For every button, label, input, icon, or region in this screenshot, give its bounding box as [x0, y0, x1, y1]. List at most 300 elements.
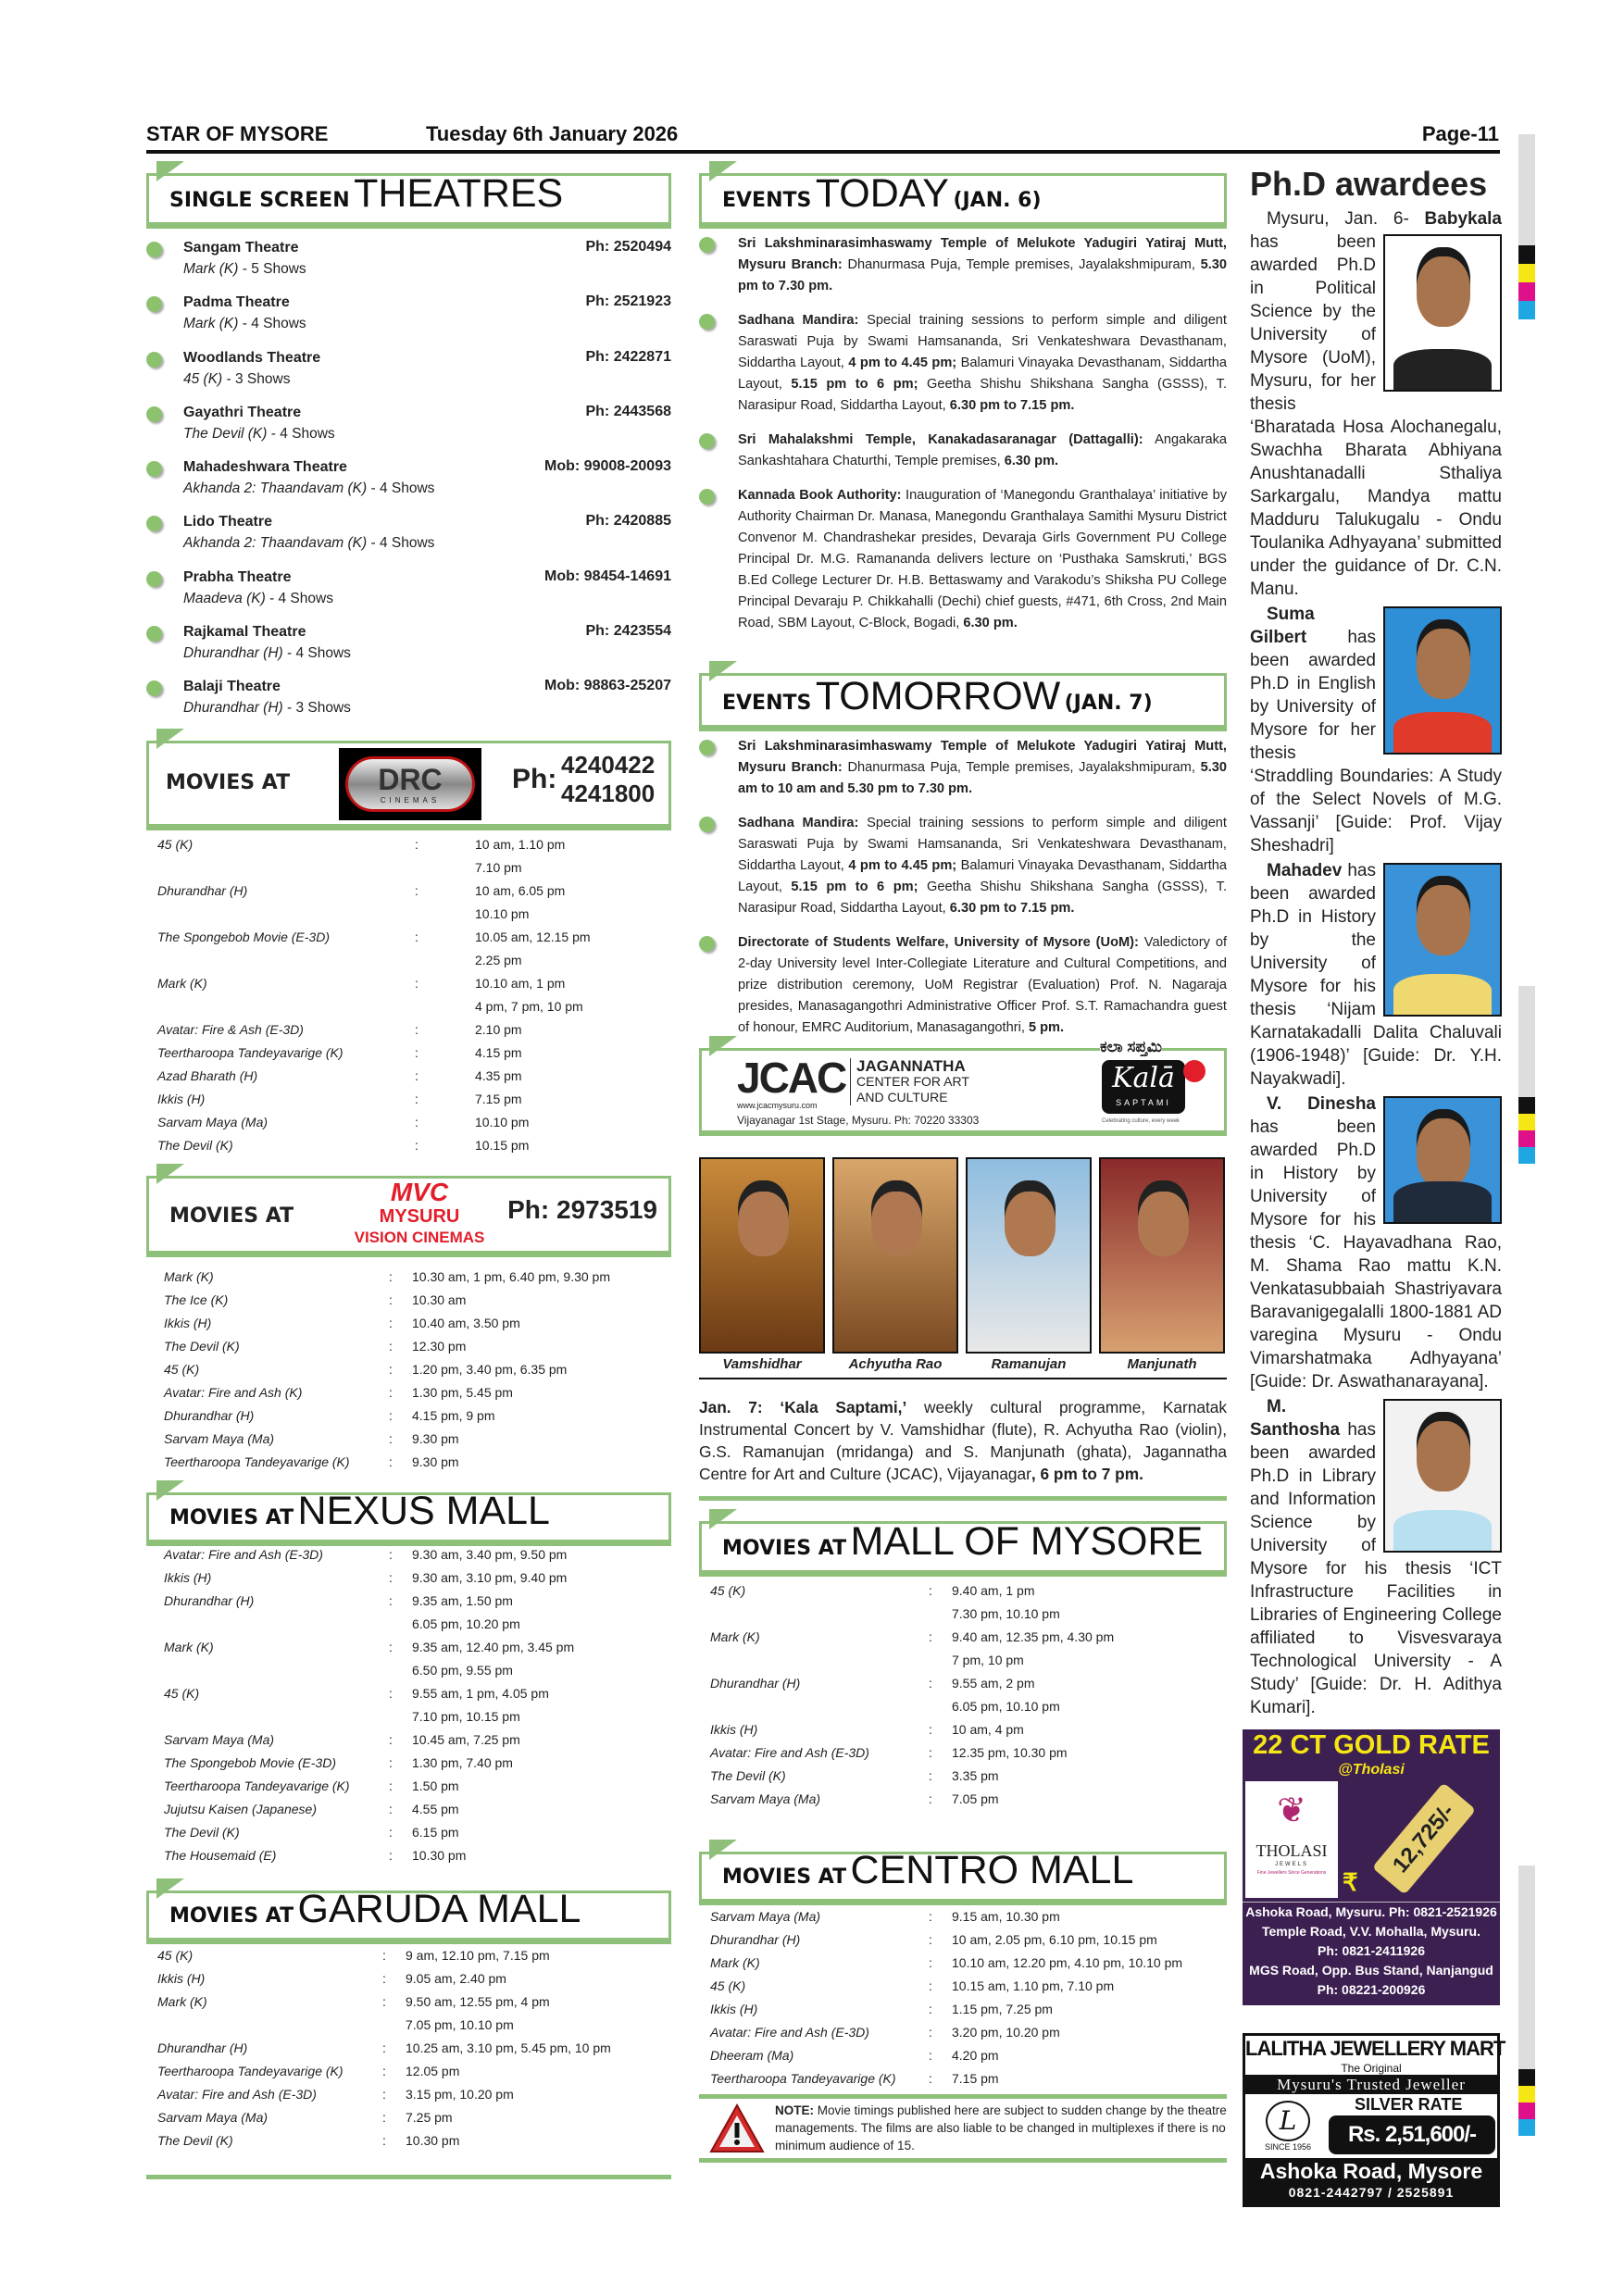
bold-text: Sri Mahalakshmi Temple, Kanakadasaranagar (Dattagalli): [738, 432, 1143, 447]
movie-title: Ikkis (H) [710, 2002, 758, 2016]
header-big: GARUDA MALL [297, 1887, 581, 1931]
drc-phone-1: 4240422 [561, 751, 656, 779]
movie-title: Mark (K) [710, 1955, 760, 1970]
show-times: 9.15 am, 10.30 pm [952, 1909, 1060, 1924]
separator: : [415, 1138, 418, 1153]
color-bar [1518, 1147, 1535, 1164]
mvc-header [146, 1176, 671, 1257]
theatre-show [183, 477, 671, 501]
color-bar [1518, 1097, 1535, 1114]
listing-row [699, 1928, 1227, 1952]
listing-row [146, 2037, 671, 2060]
gold-ad-line: Ph: 0821-2411926 [1318, 1943, 1425, 1958]
lalitha-since: SINCE 1956 [1264, 2142, 1312, 2152]
listing-row [146, 949, 671, 972]
listing-row [153, 1775, 671, 1798]
movie-title: Dhurandhar (H) [157, 883, 248, 898]
separator: : [389, 1686, 393, 1701]
jcac-banner [699, 1038, 1227, 1136]
kala-red-mark [1183, 1060, 1206, 1082]
artist-card [699, 1157, 825, 1376]
artist-name: Manjunath [1127, 1356, 1197, 1372]
awardee-name: Babykala [1424, 209, 1502, 229]
color-bar [1518, 1866, 1535, 2069]
bullet-icon [699, 936, 715, 952]
separator: : [389, 1454, 393, 1469]
separator: : [382, 2133, 386, 2148]
mvc-logo-mark: MVC [390, 1178, 449, 1206]
header-small: MOVIES AT [169, 1904, 294, 1928]
bullet-icon [146, 516, 162, 531]
show-times: 9.50 am, 12.55 pm, 4 pm [406, 1994, 550, 2009]
theatre-name: Gayathri Theatre [183, 404, 302, 420]
movie-title: Dhurandhar (H) [157, 2040, 248, 2055]
awardee-shirt [1393, 349, 1492, 390]
gold-rate-ad [1243, 1729, 1500, 2005]
show-times: 7.25 pm [406, 2110, 453, 2125]
listing-row [146, 903, 671, 926]
show-times: 10 am, 6.05 pm [475, 883, 566, 898]
bold-text: Directorate of Students Welfare, University of Mysore (UoM): [738, 935, 1139, 950]
header-date: (JAN. 7) [1064, 692, 1153, 715]
separator: : [389, 1385, 393, 1400]
movie-title: Sarvam Maya (Ma) [710, 1791, 821, 1806]
listing-row [699, 1741, 1227, 1765]
nexus-header [146, 1489, 671, 1546]
listing-row [153, 1705, 671, 1728]
gold-ad-line: MGS Road, Opp. Bus Stand, Nanjangud [1249, 1963, 1493, 1978]
header-big: THEATRES [354, 171, 564, 216]
listing-row [153, 1682, 671, 1705]
jcac-name [850, 1058, 969, 1105]
separator: : [389, 1339, 393, 1354]
rupee-icon: ₹ [1343, 1868, 1358, 1896]
show-times: 4 pm, 7 pm, 10 pm [475, 999, 583, 1014]
bold-text: Jan. 7: ‘Kala Saptami,’ [699, 1398, 907, 1416]
show-times: 7.15 pm [952, 2071, 999, 2086]
listing-row [146, 1088, 671, 1111]
awardee-name: Mahadev [1267, 861, 1343, 880]
show-times: 4.55 pm [412, 1802, 459, 1816]
event-item [699, 485, 1227, 634]
artist-card [832, 1157, 958, 1376]
awardee-name: V. Dinesha [1267, 1094, 1376, 1114]
separator: : [929, 1583, 932, 1598]
show-times: 9.40 am, 1 pm [952, 1583, 1035, 1598]
show-count: - 4 Shows [238, 316, 306, 332]
bold-text: Sri Lakshminarasimhaswamy Temple of Melukote Yadugiri Yatiraj Mutt, Mysuru Branch: [738, 739, 1227, 775]
separator: : [929, 2002, 932, 2016]
centro-header [699, 1848, 1227, 1905]
bold-text: Kannada Book Authority: [738, 488, 902, 503]
movie-title: Maadeva (K) [183, 590, 266, 606]
separator: : [415, 1045, 418, 1060]
separator: : [929, 1978, 932, 1993]
separator: : [415, 1092, 418, 1106]
mvc-phone: Ph: 2973519 [507, 1195, 657, 1224]
separator: : [382, 2087, 386, 2102]
color-bar [1518, 282, 1535, 301]
theatre-name: Rajkamal Theatre [183, 624, 306, 641]
show-count: - 4 Shows [265, 590, 333, 606]
artist-card [1099, 1157, 1225, 1376]
show-times: 2.10 pm [475, 1022, 522, 1037]
movie-title: Sarvam Maya (Ma) [157, 2110, 269, 2125]
theatre-name: Prabha Theatre [183, 568, 292, 585]
show-times: 6.05 pm, 10.10 pm [952, 1699, 1060, 1714]
bold-text: 5.30 pm to 7.30 pm. [738, 257, 1227, 293]
gold-ad-line: Temple Road, V.V. Mohalla, Mysuru. [1262, 1924, 1480, 1939]
movie-title: Teertharoopa Tandeyavarige (K) [157, 1045, 344, 1060]
artist-photo [832, 1157, 958, 1354]
listing-row [153, 1335, 671, 1358]
listing-row [146, 2014, 671, 2037]
show-times: 7.30 pm, 10.10 pm [952, 1606, 1060, 1621]
kala-saptami-kannada: ಕಲಾ ಸಪ್ತಮಿ [1100, 1038, 1163, 1055]
separator: : [415, 976, 418, 991]
show-times: 1.30 pm, 7.40 pm [412, 1755, 513, 1770]
theatre-show [183, 312, 671, 336]
header-small: MOVIES AT [169, 1204, 294, 1228]
show-times: 9.30 am, 3.40 pm, 9.50 pm [412, 1547, 568, 1562]
artist-card [966, 1157, 1092, 1376]
tholasi-tag: Fine Jewellers Since Generations [1256, 1870, 1327, 1876]
phd-text: has been awarded Ph.D in Library and Information Science by University of Mysore for his thesis ‘ICT Infrastructure Facilities in Libraries of Engineering College affiliated to Visvesvaraya Technological University - A Study’ [Guide: Dr. H. Adithya Kumari]. [1250, 1420, 1502, 1717]
gold-price-tag: 12,725/- [1372, 1782, 1476, 1894]
listing-row [153, 1821, 671, 1844]
show-times: 1.50 pm [412, 1778, 459, 1793]
show-times: 9.35 am, 12.40 pm, 3.45 pm [412, 1640, 575, 1654]
listing-row [153, 1728, 671, 1752]
bold-text: 5 pm. [1028, 1020, 1065, 1035]
separator: : [929, 1955, 932, 1970]
movie-title: Ikkis (H) [164, 1570, 212, 1585]
separator: : [389, 1778, 393, 1793]
nexus-listings [153, 1543, 671, 1867]
header-big: TODAY [815, 171, 949, 216]
color-bar [1518, 2103, 1535, 2119]
dateline: Mysuru, Jan. 6- [1267, 209, 1425, 229]
show-times: 6.15 pm [412, 1825, 459, 1840]
tholasi-brand: THOLASI [1255, 1841, 1328, 1860]
show-count: - 3 Shows [222, 370, 291, 387]
mall-of-mysore-header [699, 1521, 1227, 1577]
separator: : [389, 1732, 393, 1747]
show-times: 4.15 pm, 9 pm [412, 1408, 495, 1423]
listing-row [699, 2021, 1227, 2044]
listing-row [153, 1844, 671, 1867]
awardee-photo [1383, 606, 1502, 755]
movie-title: Akhanda 2: Thaandavam (K) [183, 480, 368, 497]
movie-title: Mark (K) [183, 316, 239, 332]
separator: : [389, 1640, 393, 1654]
bullet-icon [146, 680, 162, 696]
header-tab [709, 1036, 737, 1056]
lalitha-footer [1245, 2158, 1497, 2204]
bullet-icon [146, 406, 162, 422]
bullet-icon [699, 489, 715, 505]
separator: : [389, 1848, 393, 1863]
event-item [699, 310, 1227, 417]
show-count: - 4 Shows [267, 425, 335, 442]
garuda-header [146, 1887, 671, 1944]
masthead-rule [146, 150, 1500, 154]
theatre-item [146, 349, 671, 404]
movie-title: Ikkis (H) [710, 1722, 758, 1737]
listing-row [146, 1042, 671, 1065]
bold-text: Sadhana Mandira: [738, 816, 859, 830]
show-count: - 4 Shows [367, 480, 435, 497]
bullet-icon [146, 626, 162, 642]
phd-paragraph [1250, 603, 1502, 857]
header-small: MOVIES AT [169, 1506, 294, 1529]
separator: : [929, 1909, 932, 1924]
header-small: MOVIES AT [166, 771, 291, 794]
phd-title: Ph.D awardees [1250, 165, 1488, 203]
theatre-phone: Mob: 98863-25207 [544, 678, 671, 694]
artist-photos [699, 1157, 1227, 1376]
theatre-show [183, 368, 671, 392]
theatre-item [146, 513, 671, 568]
header-tab [156, 729, 184, 749]
header-big: NEXUS MALL [297, 1489, 550, 1533]
movie-title: The Spongebob Movie (E-3D) [164, 1755, 336, 1770]
separator: : [929, 1791, 932, 1806]
show-times: 10 am, 1.10 pm [475, 837, 566, 852]
drc-logo-text: DRC [378, 763, 443, 796]
lalitha-phones: 0821-2442797 / 2525891 [1288, 2185, 1455, 2200]
separator: : [389, 1547, 393, 1562]
listing-row [153, 1451, 671, 1474]
bold-text: , 6 pm to 7 pm. [1031, 1465, 1143, 1483]
show-times: 3.20 pm, 10.20 pm [952, 2025, 1060, 2040]
kala-bottom-rule [699, 1496, 1227, 1501]
body-text: Dhanurmasa Puja, Temple premises, Jayalakshmipuram, [842, 760, 1201, 775]
header-date: (JAN. 6) [953, 189, 1042, 212]
event-item [699, 932, 1227, 1039]
caption-rule [699, 1378, 1227, 1379]
listing-row [153, 1613, 671, 1636]
phd-paragraph [1250, 1092, 1502, 1393]
separator: : [929, 2071, 932, 2086]
theatre-item [146, 678, 671, 732]
jcac-url: www.jcacmysuru.com [737, 1101, 818, 1110]
listing-row [699, 1695, 1227, 1718]
awardee-photo [1383, 234, 1502, 392]
show-times: 7.10 pm [475, 860, 522, 875]
header-small: MOVIES AT [722, 1537, 847, 1560]
separator: : [929, 2025, 932, 2040]
artist-figure [871, 1192, 922, 1256]
events-tomorrow-header [699, 673, 1227, 731]
theatre-name: Balaji Theatre [183, 679, 281, 695]
body-text: Special training sessions to perform simple and diligent Saraswati Puja by Swami Hamsananda, Sri Venkateshwara Devasthanam, Siddartha Layout, [738, 313, 1227, 370]
show-times: 3.15 pm, 10.20 pm [406, 2087, 514, 2102]
phd-text: has been awarded Ph.D in English by University of Mysore for her thesis ‘Straddling Boundaries: A Study of the Select Novels of M.G. Vassanji’ [Guide: Prof. Vijay Sheshadri] [1250, 628, 1502, 855]
show-times: 9.30 am, 3.10 pm, 9.40 pm [412, 1570, 568, 1585]
header-big: MALL OF MYSORE [850, 1519, 1204, 1564]
show-times: 9.30 pm [412, 1454, 459, 1469]
listing-row [699, 1649, 1227, 1672]
bold-text: Sadhana Mandira: [738, 313, 859, 328]
events-tomorrow-list [699, 736, 1227, 1052]
separator: : [389, 1269, 393, 1284]
bold-text: 6.30 pm to 7.15 pm. [949, 901, 1075, 916]
movie-title: Avatar: Fire & Ash (E-3D) [157, 1022, 304, 1037]
theatre-phone: Mob: 99008-20093 [544, 458, 671, 475]
separator: : [389, 1431, 393, 1446]
bold-text: 4 pm to 4.45 pm; [848, 858, 957, 873]
show-times: 9.55 am, 2 pm [952, 1676, 1035, 1691]
listing-row [699, 1672, 1227, 1695]
separator: : [382, 2110, 386, 2125]
separator: : [382, 1994, 386, 2009]
theatre-phone: Ph: 2422871 [585, 348, 671, 365]
separator: : [415, 1068, 418, 1083]
color-bar [1518, 1114, 1535, 1130]
movie-title: The Devil (K) [710, 1768, 786, 1783]
listing-row [146, 1065, 671, 1088]
movie-title: Mark (K) [157, 1994, 207, 2009]
show-times: 12.05 pm [406, 2064, 460, 2078]
awardee-photo [1383, 863, 1502, 1017]
jcac-address: Vijayanagar 1st Stage, Mysuru. Ph: 70220 33303 [737, 1114, 980, 1127]
theatre-show [183, 531, 671, 555]
movie-title: Sarvam Maya (Ma) [710, 1909, 821, 1924]
garuda-listings [146, 1944, 671, 2152]
movie-title: Mark (K) [164, 1269, 214, 1284]
separator: : [382, 1948, 386, 1963]
jcac-name1: JAGANNATHA [856, 1057, 966, 1075]
single-screen-header [146, 173, 671, 229]
listing-row [146, 2129, 671, 2152]
lalitha-original: The Original [1341, 2062, 1402, 2075]
drc-phones [561, 751, 655, 808]
tholasi-logo: ❦ THOLASI JEWELS Fine Jewellers Since Generations [1245, 1781, 1338, 1898]
silver-rate-label: SILVER RATE [1355, 2095, 1463, 2114]
color-bar [1518, 1130, 1535, 1147]
header-small: SINGLE SCREEN [169, 189, 350, 212]
show-times: 7.05 pm, 10.10 pm [406, 2017, 514, 2032]
movie-title: Dhurandhar (H) [710, 1676, 801, 1691]
show-times: 9.55 am, 1 pm, 4.05 pm [412, 1686, 549, 1701]
bold-text: 5.15 pm to 6 pm; [791, 880, 918, 894]
body-text: Balamuri Vinayaka Devasthanam, Siddartha Layout, [738, 858, 1228, 894]
movie-title: Avatar: Fire and Ash (E-3D) [710, 2025, 869, 2040]
bullet-icon [146, 296, 162, 312]
artist-figure [738, 1192, 789, 1256]
body-text: Geetha Shishu Shikshana Sangha (GSSS), T. Narasipur Road, Siddartha Layout, [738, 377, 1227, 413]
color-bar [1518, 264, 1535, 282]
artist-name: Ramanujan [991, 1356, 1067, 1372]
tholasi-sub: JEWELS [1274, 1862, 1308, 1867]
jcac-name3: AND CULTURE [856, 1090, 948, 1104]
warning-icon [708, 2103, 766, 2154]
color-bar [1518, 2119, 1535, 2136]
listing-row [699, 1905, 1227, 1928]
page-number: Page-11 [1421, 122, 1499, 145]
event-item [699, 430, 1227, 472]
show-times: 9.05 am, 2.40 pm [406, 1971, 506, 1986]
movie-title: Sarvam Maya (Ma) [164, 1732, 275, 1747]
separator: : [389, 1825, 393, 1840]
listing-row [146, 2083, 671, 2106]
separator: : [415, 1022, 418, 1037]
show-count: - 4 Shows [282, 645, 351, 662]
phd-text: has been awarded Ph.D in Political Science by the University of Mysore (UoM), Mysuru, for her thesis ‘Bharatada Hosa Alochanegalu, Swachha Bharata Abhiyana Anushtanadalli Sthaliya Sarkargalu, Mandya mattu Madduru Talukugalu - Ondu Toulanika Adhyayana’ submitted under the guidance of Dr. C.N. Manu. [1250, 232, 1502, 599]
listing-row [146, 1990, 671, 2014]
drc-phone-2: 4241800 [561, 780, 656, 807]
show-count: - 3 Shows [282, 700, 351, 717]
body-text: Inauguration of ‘Manegondu Granthalaya’ initiative by Authority Chairman Dr. Manasa, Manegondu Granthalaya Samithi Mysuru District Convenor M. Chandrashekar presides, Devaraja Girls Government PU College Principal Dr. M.G. Ramananda delivers lecture on ‘Pusthaka Samskruti,’ BGS B.Ed College Lecturer Dr. H.B. Bettaswamy and Varakodu’s Shiksha PU College Principal Devaraju P. Chikkahalli (Dechi) chief guests, #471, 6th Cross, 2nd Main Road, SBM Layout, C-Block, Bogadi, [738, 488, 1227, 630]
show-times: 10.05 am, 12.15 pm [475, 930, 591, 944]
drc-logo-sub: CINEMAS [380, 796, 441, 805]
note-box [699, 2094, 1227, 2163]
show-times: 1.20 pm, 3.40 pm, 6.35 pm [412, 1362, 568, 1377]
listing-row [146, 2060, 671, 2083]
movie-title: Dhurandhar (H) [164, 1408, 255, 1423]
theatre-item [146, 404, 671, 458]
movie-title: Akhanda 2: Thaandavam (K) [183, 535, 368, 552]
gold-ad-line: Ashoka Road, Mysuru. Ph: 0821-2521926 [1245, 1904, 1497, 1919]
phd-paragraph [1250, 1395, 1502, 1719]
lalitha-trusted: Mysuru's Trusted Jeweller [1245, 2075, 1497, 2094]
color-bar [1518, 134, 1535, 245]
show-times: 10.25 am, 3.10 pm, 5.45 pm, 10 pm [406, 2040, 611, 2055]
separator: : [389, 1292, 393, 1307]
mvc-logo-line2: VISION CINEMAS [354, 1229, 485, 1246]
artist-figure [1005, 1192, 1056, 1256]
movie-title: The Ice (K) [164, 1292, 229, 1307]
header-small: EVENTS [722, 692, 812, 715]
listing-row [153, 1404, 671, 1428]
show-times: 3.35 pm [952, 1768, 999, 1783]
show-times: 9.35 am, 1.50 pm [412, 1593, 513, 1608]
listing-row [699, 1952, 1227, 1975]
bold-text: 6.30 pm. [1004, 454, 1059, 468]
artist-figure [1138, 1192, 1189, 1256]
theatre-show [183, 422, 671, 446]
show-times: 10 am, 2.05 pm, 6.10 pm, 10.15 pm [952, 1932, 1157, 1947]
separator: : [389, 1316, 393, 1330]
separator: : [389, 1755, 393, 1770]
show-times: 1.15 pm, 7.25 pm [952, 2002, 1053, 2016]
theatre-name: Sangam Theatre [183, 240, 299, 256]
theatre-list [146, 239, 671, 733]
movie-title: Jujutsu Kaisen (Japanese) [164, 1802, 317, 1816]
listing-row [146, 833, 671, 856]
movie-title: 45 (K) [710, 1978, 746, 1993]
movie-title: Avatar: Fire and Ash (E-3D) [157, 2087, 317, 2102]
separator: : [929, 1932, 932, 1947]
silver-rate-ad [1243, 2033, 1505, 2207]
movie-title: Mark (K) [164, 1640, 214, 1654]
listing-row [699, 2044, 1227, 2067]
theatre-item [146, 623, 671, 678]
separator: : [389, 1570, 393, 1585]
movie-title: Dhurandhar (H) [183, 645, 283, 662]
listing-row [699, 1603, 1227, 1626]
events-today-header [699, 173, 1227, 229]
artist-name: Achyutha Rao [848, 1356, 943, 1372]
movie-title: Dheeram (Ma) [710, 2048, 794, 2063]
phd-article [1250, 207, 1502, 1721]
theatre-name: Lido Theatre [183, 514, 273, 530]
listing-row [699, 1579, 1227, 1603]
kala-logo-text: Kalā [1112, 1062, 1175, 1094]
lalitha-title: LALITHA JEWELLERY MART [1245, 2037, 1505, 2060]
phd-paragraph [1250, 207, 1502, 601]
